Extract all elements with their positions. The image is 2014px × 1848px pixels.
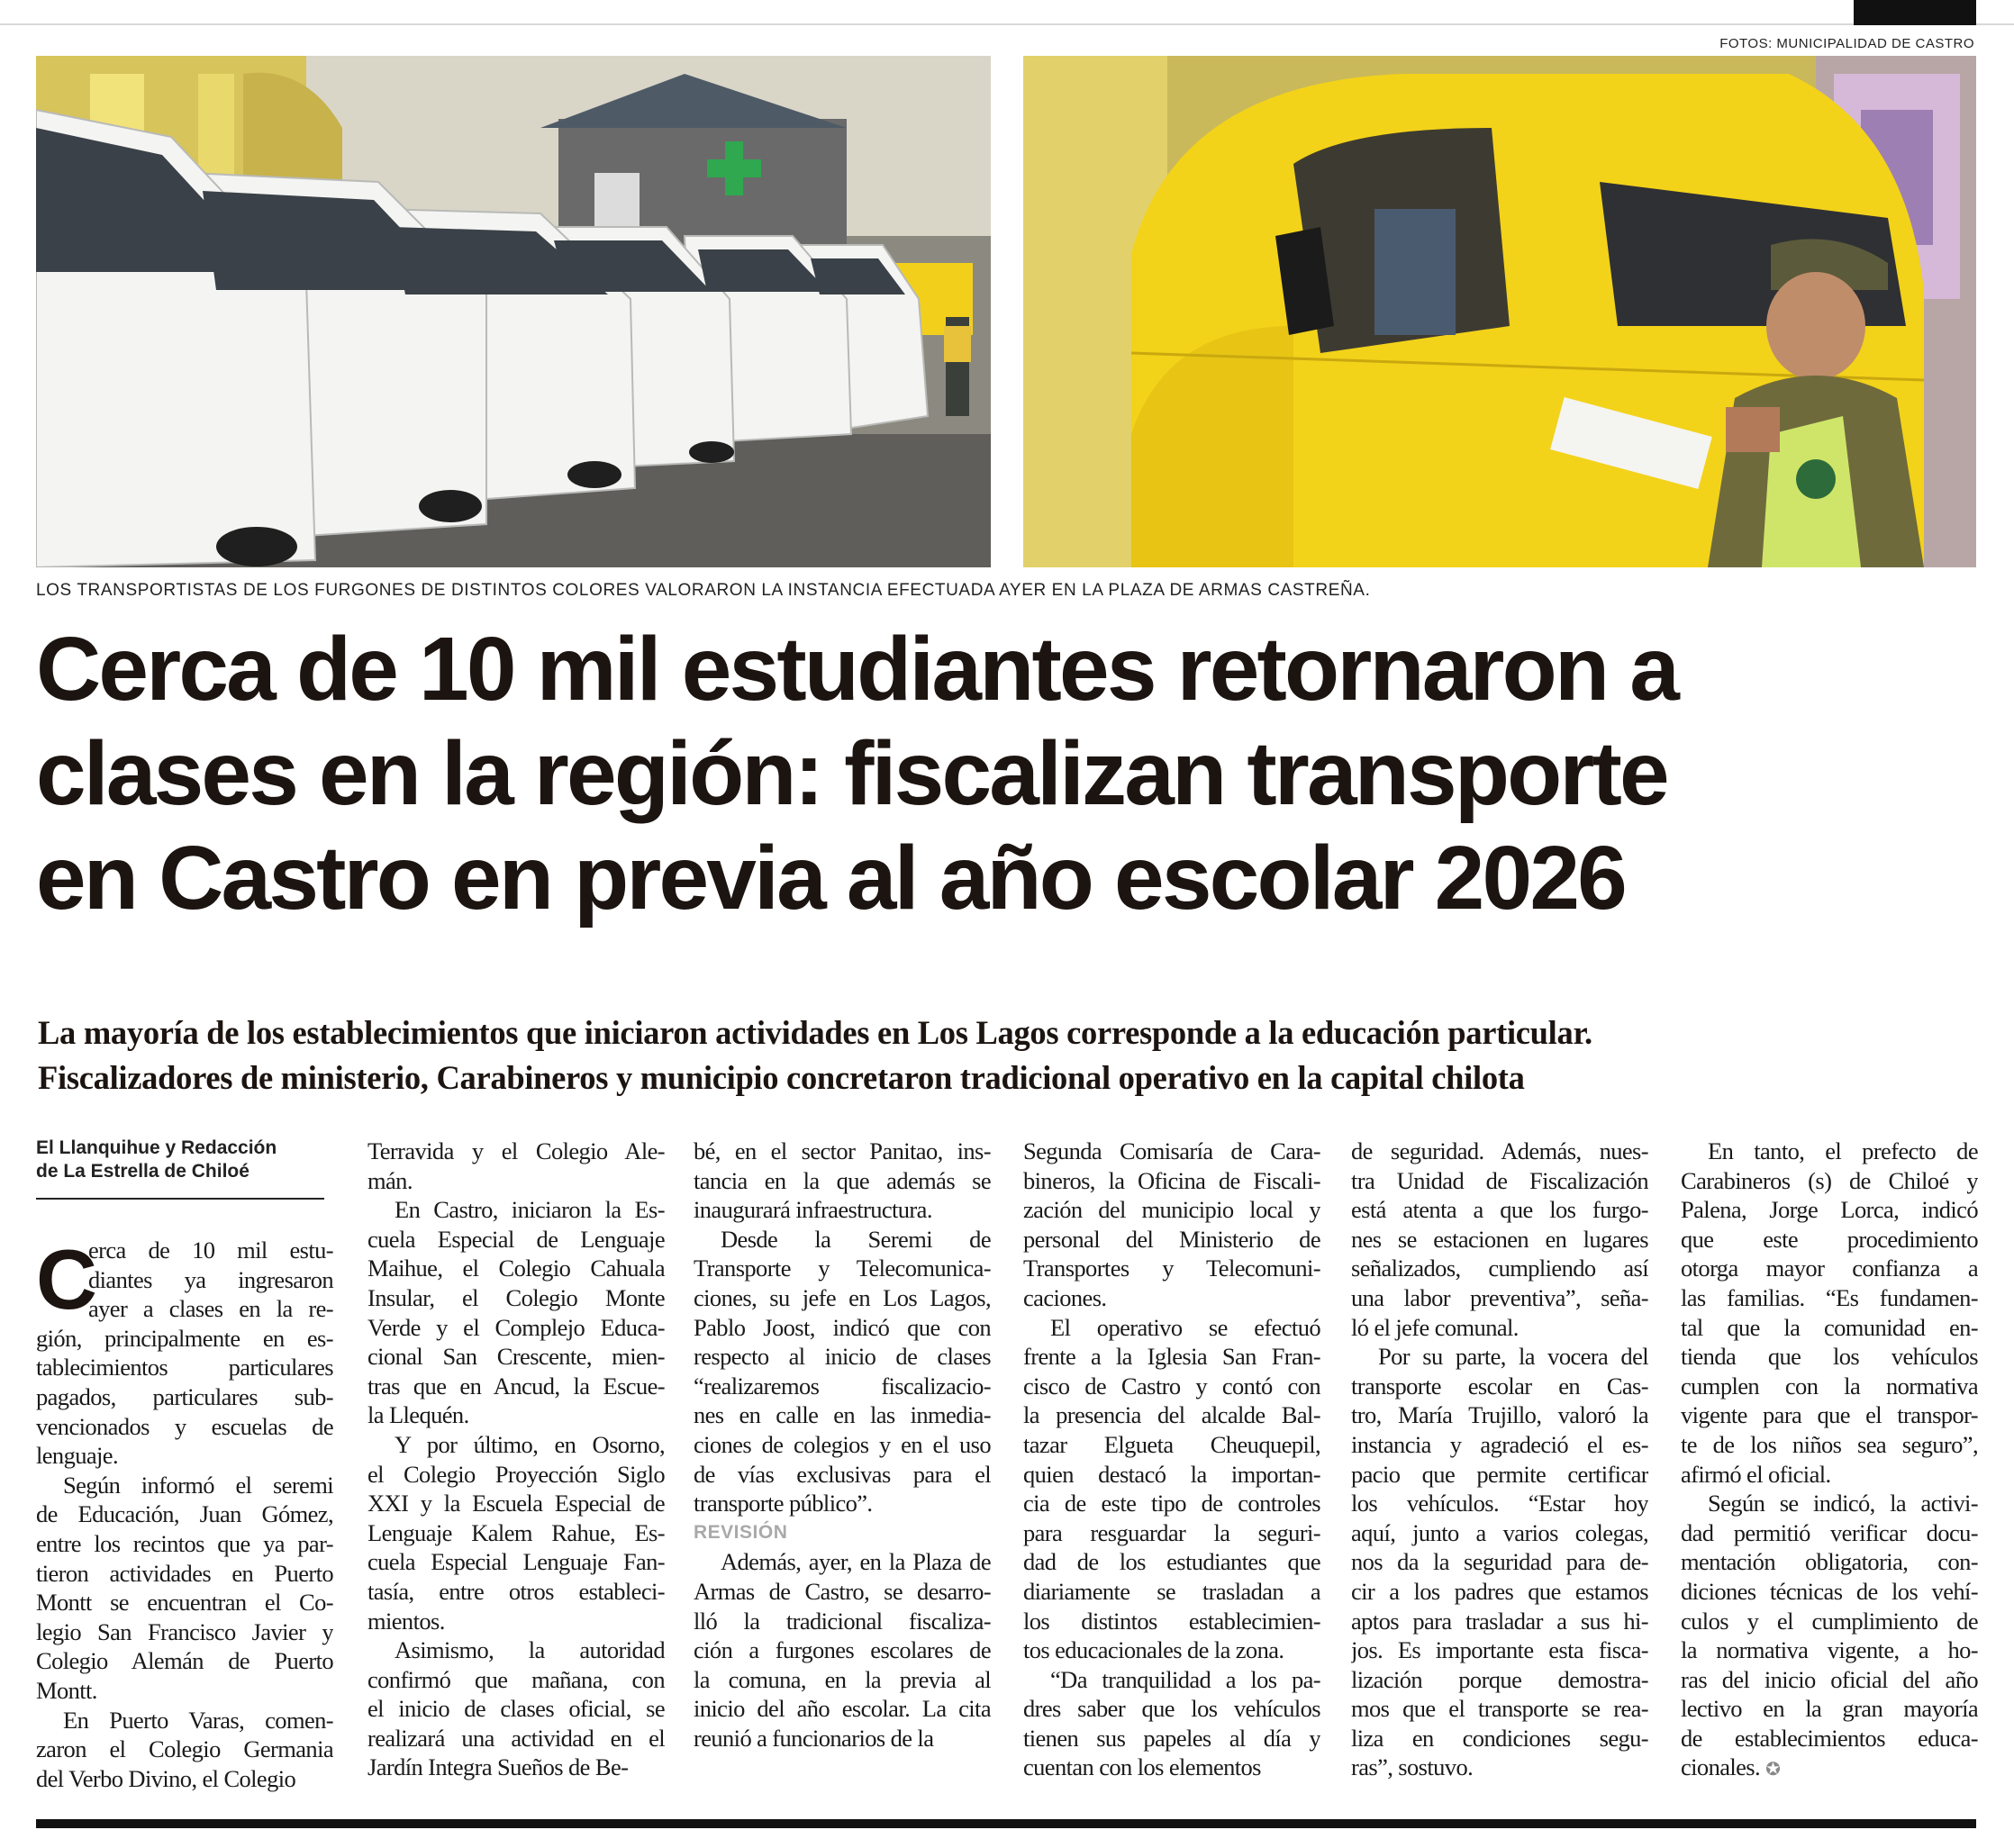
body-line: las familias. “Es fundamen- (1681, 1283, 1978, 1311)
body-line: bé, en el sector Panitao, ins- (694, 1137, 991, 1164)
body-line: vigente para que el transpor- (1681, 1401, 1978, 1429)
body-line: jos. Es importante esta fisca- (1351, 1636, 1648, 1664)
body-line: ló el jefe comunal. (1351, 1313, 1519, 1341)
body-line: Carabineros (s) de Chiloé y (1681, 1166, 1978, 1194)
body-line: Transporte y Telecomunica- (694, 1255, 991, 1282)
body-line: afirmó el oficial. (1681, 1460, 1831, 1488)
body-line: nes en calle en las inmedia- (694, 1401, 991, 1429)
photo-yellow-van-inspection (1023, 56, 1976, 567)
body-line: tro, María Trujillo, valoró la (1351, 1401, 1648, 1429)
body-line: lectivo en la gran mayoría (1681, 1695, 1978, 1723)
article-column-2 (367, 1137, 665, 1782)
body-line: pagados, particulares sub- (36, 1382, 333, 1410)
headline-line-2: clases en la región: fiscalizan transporte (36, 723, 1667, 824)
body-line: aptos para trasladar a sus hi- (1351, 1607, 1648, 1635)
body-line: mientos. (367, 1607, 445, 1635)
body-line: los distintos establecimien- (1023, 1607, 1320, 1635)
body-line: mán. (367, 1166, 413, 1194)
body-line: los vehículos. “Estar hoy (1351, 1490, 1648, 1517)
body-line: pacio que permite certificar (1351, 1460, 1648, 1488)
body-line: lló la tradicional fiscaliza- (694, 1607, 991, 1635)
body-line: dad permitió verificar docu- (1681, 1518, 1978, 1546)
body-line: ayer a clases en la re- (88, 1295, 333, 1323)
body-line: realizará una actividad en el (367, 1724, 665, 1752)
body-line: reunió a funcionarios de la (694, 1724, 934, 1752)
body-line: Segunda Comisaría de Cara- (1023, 1137, 1320, 1164)
article-column-3 (694, 1137, 991, 1753)
body-line: Según se indicó, la activi- (1708, 1490, 1978, 1517)
photo-credit: FOTOS: MUNICIPALIDAD DE CASTRO (1719, 36, 1974, 51)
body-line: Asimismo, la autoridad (395, 1636, 665, 1664)
headline (36, 617, 1982, 930)
body-line: Jardín Integra Sueños de Be- (367, 1753, 629, 1781)
photo-white-vans (36, 56, 991, 567)
article-column-6 (1681, 1137, 1978, 1782)
body-line: quien destacó la importan- (1023, 1460, 1320, 1488)
body-line: de Educación, Juan Gómez, (36, 1500, 333, 1528)
body-line: zaron el Colegio Germania (36, 1735, 333, 1763)
body-line: Por su parte, la vocera del (1378, 1343, 1648, 1371)
body-line: la Llequén. (367, 1401, 469, 1429)
body-line: el inicio de clases oficial, se (367, 1695, 665, 1723)
body-line: Según informó el seremi (63, 1471, 333, 1499)
body-line: personal del Ministerio de (1023, 1225, 1320, 1253)
body-line: culos y el cumplimiento de (1681, 1607, 1978, 1635)
body-line: la presencia del alcalde Bal- (1023, 1401, 1320, 1429)
body-line: Colegio Alemán de Puerto (36, 1647, 333, 1675)
article-column-4 (1023, 1137, 1320, 1782)
byline-line-1: El Llanquihue y Redacción (36, 1137, 277, 1158)
body-line: ras del inicio oficial del año (1681, 1665, 1978, 1693)
body-line: mentación obligatoria, con- (1681, 1548, 1978, 1576)
body-line: el Colegio Proyección Siglo (367, 1460, 665, 1488)
body-line: una labor preventiva”, seña- (1351, 1283, 1648, 1311)
body-line: aquí, junto a varios colegas, (1351, 1518, 1648, 1546)
body-line: Insular, el Colegio Monte (367, 1283, 665, 1311)
body-line: tazar Elgueta Cheuquepil, (1023, 1430, 1320, 1458)
body-line: tra Unidad de Fiscalización (1351, 1166, 1648, 1194)
body-line: zación del municipio local y (1023, 1196, 1320, 1224)
body-line: cisco de Castro y contó con (1023, 1372, 1320, 1400)
body-line: En Puerto Varas, comen- (63, 1706, 333, 1734)
body-line: Verde y el Complejo Educa- (367, 1313, 665, 1341)
body-line: cia de este tipo de controles (1023, 1490, 1320, 1517)
body-line: Pablo Joost, indicó que con (694, 1313, 991, 1341)
body-line: mos que el transporte se rea- (1351, 1695, 1648, 1723)
top-rule (0, 23, 2014, 25)
headline-line-1: Cerca de 10 mil estudiantes retornaron a (36, 619, 1678, 720)
article-column-1 (36, 1232, 333, 1793)
body-line: tienda que los vehículos (1681, 1343, 1978, 1371)
body-line: dad de los estudiantes que (1023, 1548, 1320, 1576)
body-line: “realizaremos fiscalizacio- (694, 1372, 991, 1400)
body-line: tablecimientos particulares (36, 1354, 333, 1381)
body-line: inaugurará infraestructura. (694, 1196, 932, 1224)
body-line: Montt. (36, 1676, 97, 1704)
body-line: te de los niños sea seguro”, (1681, 1430, 1978, 1458)
body-line: bineros, la Oficina de Fiscali- (1023, 1166, 1320, 1194)
body-line: vencionados y escuelas de (36, 1412, 333, 1440)
body-line: En Castro, iniciaron la Es- (395, 1196, 665, 1224)
body-line: cuela Especial Lenguaje Fan- (367, 1548, 665, 1576)
bottom-rule (36, 1819, 1976, 1828)
body-line: lenguaje. (36, 1442, 118, 1470)
body-line: tal que la comunidad en- (1681, 1313, 1978, 1341)
body-line: diciones técnicas de los vehí- (1681, 1577, 1978, 1605)
body-line: de establecimientos educa- (1681, 1724, 1978, 1752)
body-line: Lenguaje Kalem Rahue, Es- (367, 1518, 665, 1546)
body-line: tos educacionales de la zona. (1023, 1636, 1284, 1664)
body-line: está atenta a que los furgo- (1351, 1196, 1648, 1224)
body-line: para resguardar la seguri- (1023, 1518, 1320, 1546)
body-line: cuentan con los elementos (1023, 1753, 1261, 1781)
body-line: ciones, su jefe en Los Lagos, (694, 1283, 991, 1311)
body-line: inicio del año escolar. La cita (694, 1695, 991, 1723)
body-line: entre los recintos que ya par- (36, 1529, 333, 1557)
body-line: tienen sus papeles al día y (1023, 1724, 1320, 1752)
body-line: de vías exclusivas para el (694, 1460, 991, 1488)
body-line: Y por último, en Osorno, (395, 1430, 665, 1458)
body-line: caciones. (1023, 1283, 1107, 1311)
body-line: cumplen con la normativa (1681, 1372, 1978, 1400)
body-line: nes se estacionen en lugares (1351, 1225, 1648, 1253)
body-line: gión, principalmente en es- (36, 1324, 333, 1352)
body-line: nos da la seguridad para de- (1351, 1548, 1648, 1576)
top-section-block (1854, 0, 1976, 25)
body-line: erca de 10 mil estu- (88, 1237, 333, 1264)
body-line: que este procedimiento (1681, 1225, 1978, 1253)
body-line: dres saber que los vehículos (1023, 1695, 1320, 1723)
byline-line-2: de La Estrella de Chiloé (36, 1161, 249, 1182)
section-subhead: REVISIÓN (694, 1521, 788, 1543)
body-line: la normativa vigente, a ho- (1681, 1636, 1978, 1664)
body-line: liza en condiciones segu- (1351, 1724, 1648, 1752)
body-line: legio San Francisco Javier y (36, 1617, 333, 1645)
headline-line-3: en Castro en previa al año escolar 2026 (36, 828, 1625, 929)
body-line: señalizados, cumpliendo así (1351, 1255, 1648, 1282)
deck (38, 1010, 1974, 1101)
body-line: ras”, sostuvo. (1351, 1753, 1474, 1781)
body-line: Además, ayer, en la Plaza de (721, 1548, 991, 1576)
body-line: ciones de colegios y en el uso (694, 1430, 991, 1458)
body-line: diantes ya ingresaron (88, 1265, 333, 1293)
body-line: confirmó que mañana, con (367, 1665, 665, 1693)
body-line: del Verbo Divino, el Colegio (36, 1764, 296, 1792)
body-line: En tanto, el prefecto de (1708, 1137, 1978, 1164)
body-line: tieron actividades en Puerto (36, 1559, 333, 1587)
body-line: instancia y agradeció el es- (1351, 1430, 1648, 1458)
byline-rule (36, 1198, 324, 1200)
deck-line-2: Fiscalizadores de ministerio, Carabineros y municipio concretaron tradicional operativo en la capital chilota (38, 1059, 1525, 1096)
body-line: Palena, Jorge Lorca, indicó (1681, 1196, 1978, 1224)
body-line: lización porque demostra- (1351, 1665, 1648, 1693)
body-line: transporte escolar en Cas- (1351, 1372, 1648, 1400)
body-line: ción a furgones escolares de (694, 1636, 991, 1664)
photo-caption: LOS TRANSPORTISTAS DE LOS FURGONES DE DISTINTOS COLORES VALORARON LA INSTANCIA EFECTUADA AYER EN LA PLAZA DE ARMAS CASTREÑA. (36, 581, 1371, 600)
body-line: respecto al inicio de clases (694, 1343, 991, 1371)
article-column-5 (1351, 1137, 1648, 1782)
body-line: Transportes y Telecomuni- (1023, 1255, 1320, 1282)
drop-cap: C (36, 1232, 97, 1327)
body-line: Montt se encuentran el Co- (36, 1589, 333, 1617)
body-line: de seguridad. Además, nues- (1351, 1137, 1648, 1164)
body-line: Maihue, el Colegio Cahuala (367, 1255, 665, 1282)
body-line: cuela Especial de Lenguaje (367, 1225, 665, 1253)
body-line: XXI y la Escuela Especial de (367, 1490, 665, 1517)
end-of-article-icon: ✪ (1765, 1760, 1781, 1780)
body-line: transporte público”. (694, 1490, 873, 1517)
deck-line-1: La mayoría de los establecimientos que iniciaron actividades en Los Lagos corresponde a la educación particular. (38, 1014, 1592, 1051)
body-line: El operativo se efectuó (1050, 1313, 1320, 1341)
body-line: Desde la Seremi de (721, 1225, 991, 1253)
body-line: cionales. ✪ (1681, 1753, 1978, 1782)
body-line: la comuna, en la previa al (694, 1665, 991, 1693)
body-line: Armas de Castro, se desarro- (694, 1577, 991, 1605)
body-line: “Da tranquilidad a los pa- (1050, 1665, 1320, 1693)
body-line: cional San Crescente, mien- (367, 1343, 665, 1371)
body-line: tras que en Ancud, la Escue- (367, 1372, 665, 1400)
body-line: tasía, entre otros estableci- (367, 1577, 665, 1605)
body-line: Terravida y el Colegio Ale- (367, 1137, 665, 1164)
body-line: cir a los padres que estamos (1351, 1577, 1648, 1605)
body-line: otorga mayor confianza a (1681, 1255, 1978, 1282)
byline (36, 1137, 324, 1183)
body-line: tancia en la que además se (694, 1166, 991, 1194)
body-line: frente a la Iglesia San Fran- (1023, 1343, 1320, 1371)
body-line: diariamente se trasladan a (1023, 1577, 1320, 1605)
